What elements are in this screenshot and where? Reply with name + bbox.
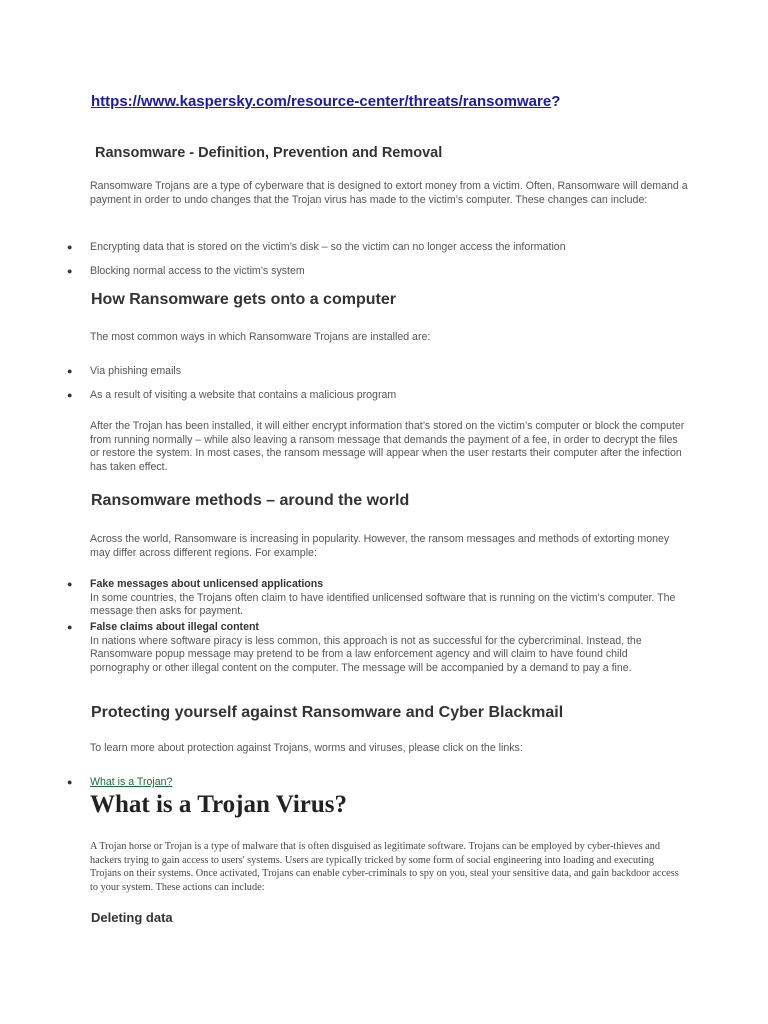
section-heading: Protecting yourself against Ransomware and Cyber Blackmail xyxy=(91,704,564,721)
bullet-icon: ● xyxy=(67,777,73,787)
bullet-icon: ● xyxy=(67,579,73,589)
list-item: As a result of visiting a website that contains a malicious program xyxy=(90,389,397,401)
trojan-heading: What is a Trojan Virus? xyxy=(90,791,347,818)
source-url-link[interactable]: https://www.kaspersky.com/resource-center/threats/ransomware xyxy=(91,93,552,110)
section-heading: How Ransomware gets onto a computer xyxy=(91,291,396,308)
list-item-text: In nations where software piracy is less common, this approach is not as successful for the cybercriminal. Instead, the Ransomware popup message may pretend to be from a law enforcement agency and will claim to have found child pornography or other illegal content on the computer. The message will be accompanied by a demand to pay a fine. xyxy=(90,634,642,674)
list-item: Blocking normal access to the victim’s system xyxy=(90,265,305,277)
source-url-suffix: ? xyxy=(551,93,561,110)
list-item xyxy=(90,578,690,619)
section-heading: Ransomware methods – around the world xyxy=(91,492,410,509)
list-item-title: Fake messages about unlicensed applications xyxy=(90,578,324,590)
list-item xyxy=(90,621,690,675)
bullet-icon: ● xyxy=(67,390,73,400)
bullet-icon: ● xyxy=(67,366,73,376)
section-paragraph: Across the world, Ransomware is increasing in popularity. However, the ransom messages and methods of extorting money may differ across different regions. For example: xyxy=(90,533,670,559)
list-item: Via phishing emails xyxy=(90,365,182,377)
trojan-subheading: Deleting data xyxy=(91,910,173,925)
intro-paragraph: Ransomware Trojans are a type of cyberware that is designed to extort money from a victim. Often, Ransomware will demand a payment in order to undo changes that the Trojan virus has made to the victim’s computer. These changes can include: xyxy=(90,180,688,206)
source-url-line xyxy=(91,93,560,110)
trojan-paragraph: A Trojan horse or Trojan is a type of malware that is often disguised as legitimate software. Trojans can be employed by cyber-thieves and hackers trying to gain access to users' systems. Users are typically tricked by some form of social engineering into loading and executing Trojans on their systems. Once activated, Trojans can enable cyber-criminals to spy on you, steal your sensitive data, and gain backdoor access to your system. These actions can include: xyxy=(90,841,679,893)
article-title: Ransomware - Definition, Prevention and Removal xyxy=(95,145,443,161)
bullet-icon: ● xyxy=(67,622,73,632)
what-is-trojan-link[interactable]: What is a Trojan? xyxy=(90,776,173,788)
bullet-icon: ● xyxy=(67,266,73,276)
list-item-title: False claims about illegal content xyxy=(90,621,259,633)
section-paragraph: After the Trojan has been installed, it will either encrypt information that’s stored on the victim’s computer or block the computer from running normally – while also leaving a ransom message that demands the payment of a fee, in order to decrypt the files or restore the system. In most cases, the ransom message will appear when the user restarts their computer after the infection has taken effect. xyxy=(90,420,685,473)
section-paragraph: To learn more about protection against Trojans, worms and viruses, please click on the links: xyxy=(90,742,523,754)
section-paragraph: The most common ways in which Ransomware Trojans are installed are: xyxy=(90,331,431,343)
list-item: Encrypting data that is stored on the victim’s disk – so the victim can no longer access the information xyxy=(90,241,566,253)
list-item-text: In some countries, the Trojans often claim to have identified unlicensed software that is running on the victim's computer. The message then asks for payment. xyxy=(90,591,676,618)
bullet-icon: ● xyxy=(67,242,73,252)
